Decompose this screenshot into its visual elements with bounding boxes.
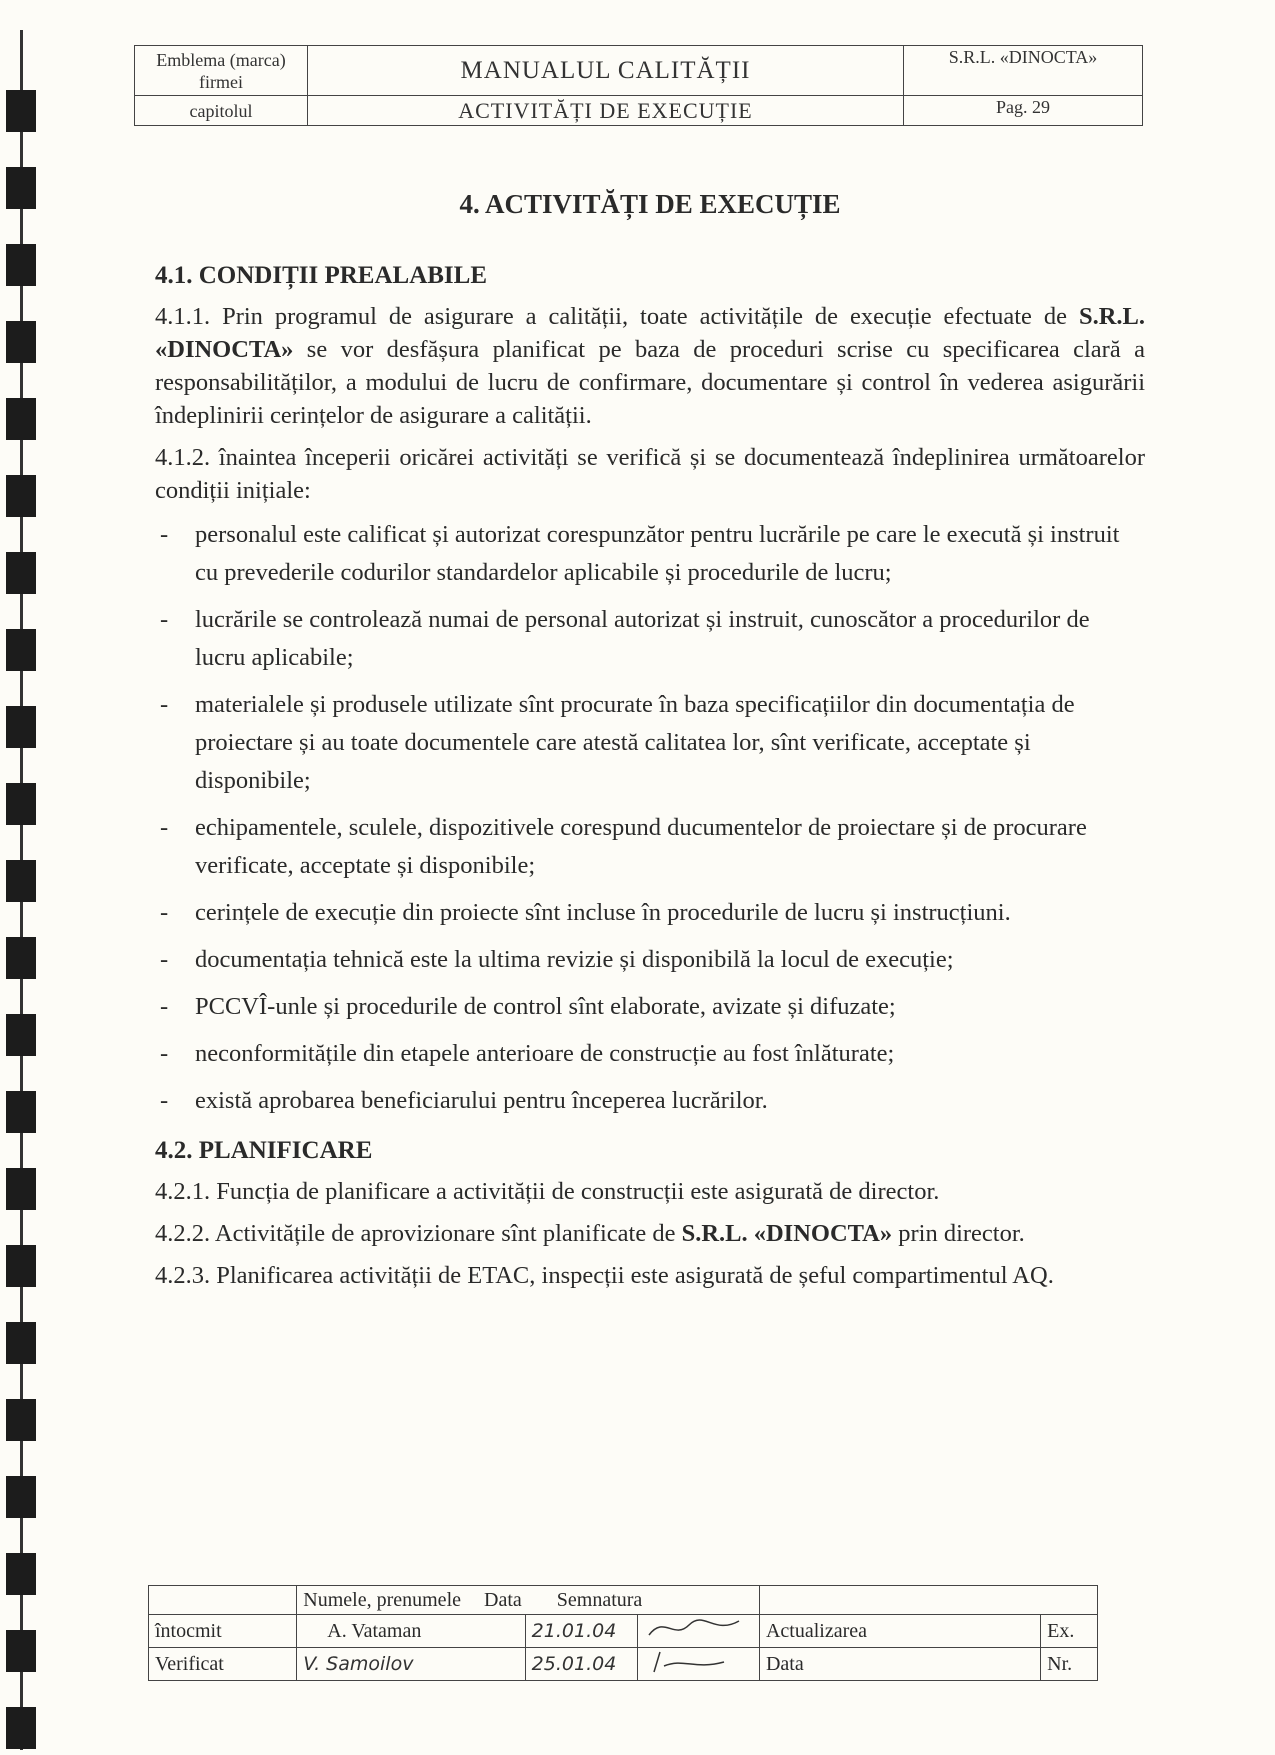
paragraph <box>155 300 1145 432</box>
page-title: 4. ACTIVITĂȚI DE EXECUȚIE <box>459 189 841 219</box>
binding-hole <box>6 629 36 671</box>
dash-marker: - <box>160 691 169 718</box>
company-name: S.R.L. «DINOCTA» <box>904 46 1143 96</box>
text: 4.2.2. Activitățile de aprovizionare sînt planificate de <box>155 1220 682 1247</box>
binding-hole <box>6 167 36 209</box>
chapter-title: ACTIVITĂȚI DE EXECUȚIE <box>308 96 904 126</box>
binding-strip <box>0 30 48 1750</box>
binding-hole <box>6 1168 36 1210</box>
list-item <box>155 941 1145 979</box>
empty-cell <box>759 1586 1097 1615</box>
list-item <box>155 1082 1145 1120</box>
document-body <box>155 180 1145 1301</box>
binding-hole <box>6 1091 36 1133</box>
list-item <box>155 601 1145 677</box>
column-headers <box>297 1586 760 1615</box>
binding-hole <box>6 1553 36 1595</box>
company-name-bold: S.R.L. «DINOCTA» <box>155 303 1145 363</box>
signature-header: Semnatura <box>556 1588 643 1611</box>
paragraph: 4.2.1. Funcția de planificare a activității de construcții este asigurată de director. <box>155 1178 940 1205</box>
section-heading: 4.2. PLANIFICARE <box>155 1137 373 1164</box>
list-item <box>155 809 1145 885</box>
binding-hole <box>6 1476 36 1518</box>
dash-marker: - <box>160 993 169 1020</box>
dash-marker: - <box>160 1040 169 1067</box>
binding-hole <box>6 1630 36 1672</box>
binding-hole <box>6 1014 36 1056</box>
paragraph <box>155 1217 1145 1250</box>
text: prin director. <box>892 1220 1025 1247</box>
paragraph: 4.1.2. înaintea începerii oricărei activități se verifică și se documentează îndeplinirea următoarelor condiții inițiale: <box>155 444 1145 504</box>
binding-hole <box>6 244 36 286</box>
dash-marker: - <box>160 1087 169 1114</box>
approval-table <box>148 1585 1098 1681</box>
manual-title: MANUALUL CALITĂȚII <box>308 46 904 96</box>
verified-date: 25.01.04 <box>525 1648 637 1681</box>
dash-marker: - <box>160 606 169 633</box>
binding-hole <box>6 321 36 363</box>
signature-cell <box>637 1648 759 1681</box>
list-item <box>155 894 1145 932</box>
list-item <box>155 516 1145 592</box>
binding-hole <box>6 860 36 902</box>
binding-hole <box>6 937 36 979</box>
company-name-bold: S.R.L. «DINOCTA» <box>681 1220 893 1247</box>
list-item-text: PCCVÎ-unle și procedurile de control sînt elaborate, avizate și difuzate; <box>195 993 896 1020</box>
list-item <box>155 1035 1145 1073</box>
prepared-by-name: A. Vataman <box>297 1615 525 1648</box>
signature-cell <box>637 1615 759 1648</box>
date-header: Data <box>484 1588 522 1611</box>
list-item <box>155 988 1145 1026</box>
dash-marker: - <box>160 521 169 548</box>
chapter-label: capitolul <box>135 96 308 126</box>
list-item-text: personalul este calificat și autorizat corespunzător pentru lucrările pe care le execută și instruit cu prevederile codurilor standardelor aplicabile și procedurile de lucru; <box>195 521 1120 586</box>
date-label: Data <box>759 1648 1040 1681</box>
binding-hole <box>6 1707 36 1749</box>
binding-hole <box>6 1322 36 1364</box>
binding-hole <box>6 475 36 517</box>
ex-label: Ex. <box>1041 1615 1098 1648</box>
verified-by-name: V. Samoilov <box>297 1648 525 1681</box>
page-number: Pag. 29 <box>904 96 1143 126</box>
row-label: întocmit <box>149 1615 297 1648</box>
binding-hole <box>6 90 36 132</box>
row-label: Verificat <box>149 1648 297 1681</box>
empty-cell <box>149 1586 297 1615</box>
update-label: Actualizarea <box>759 1615 1040 1648</box>
conditions-list <box>155 516 1145 1120</box>
nr-label: Nr. <box>1041 1648 1098 1681</box>
dash-marker: - <box>160 946 169 973</box>
list-item-text: neconformitățile din etapele anterioare de construcție au fost înlăturate; <box>195 1040 895 1067</box>
list-item-text: lucrările se controlează numai de personal autorizat și instruit, cunoscător a procedurilor de lucru aplicabile; <box>195 606 1090 671</box>
text: 4.1.1. Prin programul de asigurare a calității, toate activitățile de execuție efectuate de <box>155 303 1079 330</box>
list-item-text: materialele și produsele utilizate sînt procurate în baza specificațiilor din documentația de proiectare și au toate documentele care atestă calitatea lor, sînt verificate, acceptate și disponibile; <box>195 691 1075 794</box>
paragraph: 4.2.3. Planificarea activității de ETAC, inspecții este asigurată de șeful compartimentul AQ. <box>155 1262 1054 1289</box>
binding-hole <box>6 706 36 748</box>
binding-hole <box>6 783 36 825</box>
prepared-date: 21.01.04 <box>525 1615 637 1648</box>
section-heading: 4.1. CONDIȚII PREALABILE <box>155 262 488 289</box>
list-item-text: echipamentele, sculele, dispozitivele corespund ducumentelor de proiectare și de procurare verificate, acceptate și disponibile; <box>195 814 1087 879</box>
list-item-text: cerințele de execuție din proiecte sînt incluse în procedurile de lucru și instrucțiuni. <box>195 899 1011 926</box>
binding-hole <box>6 552 36 594</box>
binding-hole <box>6 1399 36 1441</box>
binding-hole <box>6 398 36 440</box>
name-header: Numele, prenumele <box>303 1588 461 1611</box>
signature-icon <box>644 1648 744 1674</box>
list-item-text: există aprobarea beneficiarului pentru începerea lucrărilor. <box>195 1087 768 1114</box>
text: se vor desfășura planificat pe baza de proceduri scrise cu specificarea clară a responsabilităților, a modului de lucru de confirmare, documentare și control în vederea asigurării îndeplinirii cerințelor de asigurare a calității. <box>155 336 1145 429</box>
list-item-text: documentația tehnică este la ultima revizie și disponibilă la locul de execuție; <box>195 946 954 973</box>
signature-icon <box>644 1615 744 1641</box>
dash-marker: - <box>160 899 169 926</box>
emblem-cell: Emblema (marca) firmei <box>135 46 308 96</box>
header-table <box>134 45 1143 126</box>
list-item <box>155 686 1145 800</box>
binding-hole <box>6 1245 36 1287</box>
dash-marker: - <box>160 814 169 841</box>
